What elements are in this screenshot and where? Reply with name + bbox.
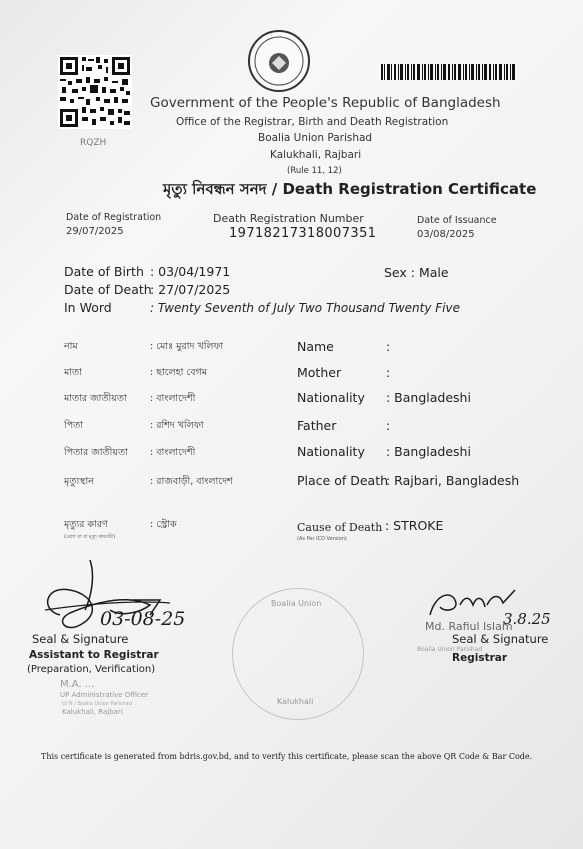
field-label-en: Father	[297, 418, 337, 433]
barcode-icon	[381, 64, 516, 80]
verification-footer: This certificate is generated from bdris.gov.bd, and to verify this certificate, please scan the above QR Code & Bar Code.	[41, 752, 533, 761]
field-value-bn: : বাংলাদেশী	[150, 393, 196, 404]
field-value-bn: : রাজবাড়ী, বাংলাদেশ	[150, 476, 233, 487]
assistant-role: Assistant to Registrar	[29, 649, 159, 661]
field-label-bn: নাম	[64, 341, 78, 352]
assistant-seal-label: Seal & Signature	[32, 632, 129, 646]
field-label-bn: মাতা	[64, 367, 82, 378]
registrar-signature-date: 3.8.25	[503, 610, 551, 628]
union-name: Boalia Union Parishad	[258, 132, 373, 144]
qr-code-icon	[58, 55, 132, 129]
field-value-bn: : মোঃ মুরাদ খলিফা	[150, 341, 224, 352]
union-round-stamp	[232, 588, 364, 720]
cause-label-en: Cause of Death	[297, 521, 383, 534]
field-value-bn: : বাংলাদেশী	[150, 447, 196, 458]
field-label-bn: মাতার জাতীয়তা	[64, 393, 127, 404]
government-heading: Government of the People's Republic of Bangladesh	[150, 95, 501, 111]
field-label-en: Mother	[297, 365, 342, 380]
field-value-en: : Rajbari, Bangladesh	[386, 473, 520, 488]
dod-label: Date of Death	[64, 282, 152, 297]
union-location: Kalukhali, Rajbari	[270, 149, 362, 161]
office-heading: Office of the Registrar, Birth and Death Registration	[176, 116, 449, 128]
field-label-bn: পিতার জাতীয়তা	[64, 447, 128, 458]
field-label-en: Nationality	[297, 390, 365, 405]
rule-reference: (Rule 11, 12)	[287, 166, 342, 176]
dod-value: : 27/07/2025	[150, 282, 231, 297]
registrar-seal-label: Seal & Signature	[452, 632, 549, 646]
registration-date: 29/07/2025	[66, 226, 124, 237]
assistant-stamp-line: UP Administrative Officer	[60, 691, 149, 699]
assistant-role-subtitle: (Preparation, Verification)	[27, 664, 156, 675]
registrar-name: Md. Rafiul Islam	[425, 620, 513, 633]
cause-subnote-bn: (রোগ যা বা মৃত্যু কারণটা)	[64, 534, 116, 540]
field-value-bn: : ছালেহা বেগম	[150, 367, 208, 378]
qr-code-label: RQZH	[80, 138, 107, 148]
field-label-bn: মৃত্যুস্থান	[64, 476, 94, 487]
field-value-en: : Bangladeshi	[386, 390, 471, 405]
dob-value: : 03/04/1971	[150, 264, 231, 279]
field-value-en: :	[386, 418, 391, 433]
field-label-bn: পিতা	[64, 420, 84, 431]
dob-label: Date of Birth	[64, 264, 144, 279]
registrar-role: Registrar	[452, 652, 508, 664]
issuance-date-label: Date of Issuance	[417, 215, 497, 226]
cause-value-bn: : স্ট্রোক	[150, 519, 177, 530]
registrar-union-stamp: Boalia Union Parishad	[417, 646, 483, 653]
government-emblem-icon	[248, 30, 310, 92]
cause-value-en: : STROKE	[385, 518, 444, 533]
field-label-en: Place of Death	[297, 473, 389, 488]
sex-value: Sex : Male	[384, 265, 449, 280]
field-value-en: :	[386, 339, 391, 354]
registration-number: 19718217318007351	[229, 226, 377, 241]
field-value-en: : Bangladeshi	[386, 444, 471, 459]
inword-label: In Word	[64, 300, 112, 315]
registration-date-label: Date of Registration	[66, 212, 162, 223]
assistant-signature-date: 03-08-25	[100, 608, 186, 630]
field-label-en: Name	[297, 339, 334, 354]
issuance-date: 03/08/2025	[417, 229, 475, 240]
assistant-stamp-name: M.A. ...	[60, 679, 95, 690]
stamp-top-text: Boalia Union	[271, 599, 322, 608]
registration-number-label: Death Registration Number	[213, 212, 364, 225]
certificate-title: মৃত্যু নিবন্ধন সনদ / Death Registration Certificate	[163, 180, 537, 198]
assistant-stamp-line: U/ N / Boalia Union Parishad	[62, 701, 132, 707]
assistant-stamp-line: Kalukhali, Rajbari	[62, 708, 123, 716]
field-value-en: :	[386, 365, 391, 380]
field-label-en: Nationality	[297, 444, 365, 459]
cause-subnote-en: (As Per ICD Version)	[297, 536, 347, 542]
stamp-bottom-text: Kalukhali	[277, 697, 314, 706]
cause-label-bn: মৃত্যুর কারণ	[64, 519, 108, 530]
field-value-bn: : রশিদ খলিফা	[150, 420, 204, 431]
inword-value: : Twenty Seventh of July Two Thousand Twenty Five	[150, 301, 460, 315]
